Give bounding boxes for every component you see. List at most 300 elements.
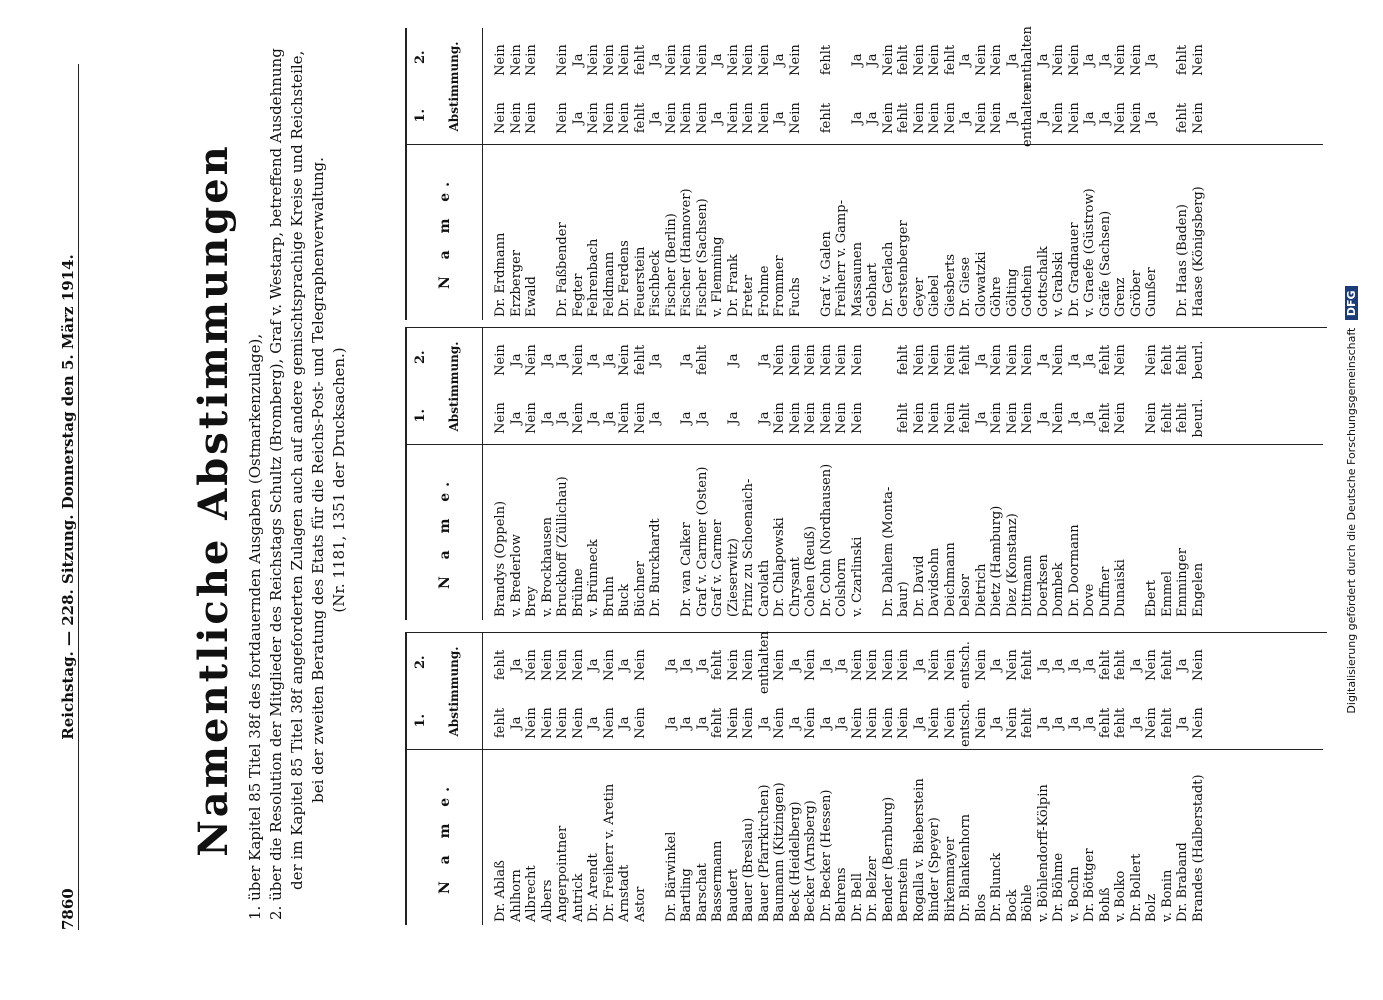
vote-2: Ja (849, 53, 865, 67)
vote-2: Nein (617, 44, 632, 76)
member-name: Dr. Haas (Baden) (1175, 204, 1190, 317)
vote-2: fehlt (1159, 344, 1175, 376)
vote-2: Nein (818, 344, 834, 376)
vote-1 (865, 389, 881, 447)
vote-2 (741, 331, 757, 389)
vote-1: Ja (1144, 111, 1159, 125)
vote-1 (834, 89, 850, 147)
member-name: v. Bolko (1113, 870, 1128, 922)
vote-1: Nein (1113, 102, 1128, 134)
dfg-logo: DFG (1345, 286, 1358, 320)
vote-1: fehlt (1113, 707, 1128, 739)
table-row (1144, 633, 1160, 925)
member-name: Freiherr v. Gamp- (834, 200, 849, 317)
table-row (648, 28, 664, 320)
table-row (1082, 28, 1098, 320)
table-row (679, 28, 695, 320)
member-name: Graf v. Carmer (710, 519, 725, 617)
member-name: Bassermann (710, 840, 725, 922)
vote-2: Ja (617, 658, 632, 672)
table-row (958, 328, 974, 620)
vote-2: Nein (756, 44, 772, 76)
vote-2: Ja (1066, 353, 1082, 367)
vote-2: Nein (803, 649, 818, 681)
vote-2 (881, 331, 897, 389)
vote-2: Nein (1190, 44, 1206, 76)
vote-table-3 (405, 28, 1327, 320)
table-header (407, 28, 483, 320)
vote-1: Ja (1128, 716, 1144, 730)
vote-1: Nein (586, 102, 601, 134)
member-name: Erzberger (508, 249, 524, 317)
vote-1: fehlt (1097, 707, 1113, 739)
table-rows (483, 633, 1206, 925)
page-title: Namentliche Abstimmungen (190, 143, 237, 857)
vote-1: Nein (973, 707, 989, 739)
vote-2 (834, 31, 850, 89)
vote-2 (1129, 331, 1145, 389)
vote-2: Nein (911, 44, 927, 76)
vote-2: Ja (725, 353, 741, 367)
member-name: Carolath (756, 559, 772, 617)
member-name: Buck (617, 583, 632, 617)
table-row (1036, 28, 1052, 320)
member-name: Bartling (679, 868, 694, 922)
member-name: Astor (632, 886, 648, 922)
table-row (912, 328, 928, 620)
member-name: Bauer (Breslau) (741, 817, 756, 922)
table-row (958, 28, 974, 320)
table-row (1113, 28, 1129, 320)
table-row (540, 328, 556, 620)
vote-1: Nein (803, 707, 818, 739)
table-row (819, 633, 835, 925)
table-row (1098, 28, 1114, 320)
table-row (1113, 633, 1129, 925)
member-name: v. Bochn (1066, 866, 1082, 922)
vote-1: fehlt (710, 707, 725, 739)
table-row (1160, 633, 1176, 925)
vote-1: Nein (989, 402, 1004, 434)
vote-1: Nein (865, 707, 880, 739)
member-name: Beck (Heidelberg) (787, 801, 803, 922)
digitization-note (1345, 0, 1358, 1000)
vote-2: Nein (1051, 344, 1066, 376)
vote-1: Ja (1004, 111, 1020, 125)
vote-1: Nein (1004, 707, 1020, 739)
vote-1: Nein (787, 102, 803, 134)
abstimmung-header: Abstimmung. (447, 41, 461, 132)
vote-2: Ja (648, 353, 663, 367)
vote-2: Nein (493, 344, 508, 376)
table-row (633, 328, 649, 620)
vote-1: Ja (663, 716, 679, 730)
member-name: Dombek (1051, 562, 1066, 617)
vote-2: Ja (1035, 658, 1051, 672)
member-name: Massaunen (849, 242, 865, 317)
col2-header: 2. (413, 50, 428, 65)
vote-1: fehlt (896, 402, 911, 434)
table-row (757, 28, 773, 320)
vote-2: Ja (679, 353, 694, 367)
vote-2: fehlt (710, 649, 725, 681)
member-name: Dr. Böhme (1051, 852, 1066, 922)
vote-1: Nein (942, 102, 958, 134)
member-name: Gunßer (1144, 267, 1159, 317)
vote-2: Ja (1128, 658, 1144, 672)
table-header (407, 633, 483, 925)
member-name: Dittmann (1020, 555, 1035, 617)
vote-1: Nein (493, 402, 508, 434)
member-name: Dr. Gradnauer (1066, 222, 1082, 317)
member-name: Fischer (Sachsen) (694, 198, 710, 317)
vote-2: Nein (942, 344, 958, 376)
table-row (865, 28, 881, 320)
table-row (1067, 28, 1083, 320)
vote-1: Ja (1035, 716, 1051, 730)
vote-2: Nein (896, 649, 911, 681)
table-row (974, 28, 990, 320)
table-row (912, 28, 928, 320)
vote-2: Nein (586, 44, 601, 76)
table-row (1005, 633, 1021, 925)
member-name: Fegter (570, 273, 586, 317)
member-name: Frommer (772, 255, 787, 317)
member-name (1129, 447, 1145, 620)
vote-2: Ja (555, 353, 570, 367)
member-name: Dr. Ablaß (493, 860, 508, 922)
vote-1: Nein (524, 707, 539, 739)
table-row (648, 328, 664, 620)
member-name: Fischbeck (648, 250, 663, 317)
member-name: Büchner (632, 561, 648, 617)
vote-2: Ja (989, 658, 1004, 672)
vote-1: Ja (911, 716, 927, 730)
vote-2: entsch. (958, 641, 973, 689)
member-name: Deichmann (942, 542, 958, 617)
vote-2 (1160, 31, 1176, 89)
vote-2: Nein (725, 649, 741, 681)
vote-1: entsch. (958, 699, 973, 747)
vote-2: fehlt (958, 344, 973, 376)
table-row (1160, 28, 1176, 320)
member-name: Dr. Blunck (989, 852, 1004, 922)
table-row (896, 328, 912, 620)
vote-2: Nein (834, 344, 849, 376)
member-name: Albers (539, 879, 555, 922)
table-row (1005, 328, 1021, 620)
vote-1: Nein (1051, 102, 1066, 134)
vote-2: Nein (973, 649, 989, 681)
vote-1: Nein (772, 402, 787, 434)
table-row (710, 633, 726, 925)
vote-2: Ja (834, 658, 849, 672)
member-name: Fischer (Hannover) (679, 188, 694, 317)
member-name: Ebert (1144, 580, 1159, 617)
table-row (1005, 28, 1021, 320)
vote-2: Ja (911, 658, 927, 672)
member-name: Delsor (958, 574, 973, 617)
member-name (1160, 147, 1176, 320)
member-name: Graf v. Galen (818, 231, 834, 317)
table-row (803, 328, 819, 620)
vote-1 (648, 694, 664, 752)
vote-1: Nein (1190, 707, 1206, 739)
vote-2: fehlt (1175, 344, 1190, 376)
vote-2: Ja (787, 658, 803, 672)
member-name: Emmel (1159, 571, 1175, 617)
vote-1: Nein (632, 707, 648, 739)
vote-2 (648, 636, 664, 694)
vote-2: Nein (555, 44, 570, 76)
member-name: Göhre (989, 276, 1004, 317)
table-row (509, 328, 525, 620)
vote-2: Ja (601, 353, 617, 367)
member-name: Graf v. Carmer (Osten) (694, 466, 710, 617)
vote-1: Nein (524, 402, 539, 434)
member-name: Dr. van Calker (679, 522, 694, 617)
vote-1: Ja (539, 411, 555, 425)
vote-1: Ja (849, 111, 865, 125)
table-row (881, 633, 897, 925)
table-row (679, 633, 695, 925)
vote-2: Ja (648, 53, 663, 67)
vote-1: fehlt (1175, 402, 1190, 434)
table-row (710, 28, 726, 320)
vote-2: Nein (927, 344, 942, 376)
vote-1: Ja (865, 111, 880, 125)
member-name: v. Böhlendorff-Kölpin (1035, 784, 1051, 922)
vote-1: Nein (756, 102, 772, 134)
table-row (602, 28, 618, 320)
table-row (865, 328, 881, 620)
col1-header: 1. (413, 408, 428, 423)
vote-2: Nein (524, 44, 539, 76)
vote-2: Nein (1113, 344, 1128, 376)
vote-2: enthalten (756, 631, 772, 694)
vote-1: Ja (1082, 111, 1097, 125)
vote-2: Nein (1128, 44, 1144, 76)
member-name: Dr. Belzer (865, 856, 880, 922)
member-name: Chrysant (787, 557, 803, 617)
member-name: Bender (Bernburg) (880, 796, 896, 922)
table-row (927, 328, 943, 620)
vote-1: Ja (710, 111, 725, 125)
vote-2 (710, 331, 726, 389)
member-name: Bruckhoff (Züllichau) (555, 476, 570, 617)
table-row (1129, 633, 1145, 925)
vote-2: Ja (539, 353, 555, 367)
member-name: Dr. Ferdens (617, 240, 632, 317)
member-name: Dr. Böttger (1082, 848, 1097, 922)
vote-1: Ja (586, 716, 601, 730)
vote-1: Nein (570, 707, 586, 739)
vote-1: Nein (896, 707, 911, 739)
vote-1: Nein (818, 402, 834, 434)
table-row (834, 28, 850, 320)
table-row (633, 28, 649, 320)
vote-2: fehlt (896, 344, 911, 376)
vote-2: fehlt (1097, 649, 1113, 681)
vote-1: fehlt (1159, 707, 1175, 739)
member-name: Dr. Freiherr v. Aretin (601, 783, 617, 922)
vote-1: Ja (725, 411, 741, 425)
vote-2: Ja (1035, 53, 1051, 67)
vote-2: Ja (865, 53, 880, 67)
vote-2: Nein (880, 649, 896, 681)
vote-2: Nein (803, 344, 818, 376)
vote-2: Nein (849, 344, 865, 376)
vote-2: fehlt (1159, 649, 1175, 681)
vote-2: Ja (694, 658, 710, 672)
member-name: Davidsohn (927, 547, 942, 617)
vote-2 (664, 331, 680, 389)
table-row (757, 633, 773, 925)
table-row (695, 328, 711, 620)
member-name: Dr. Gerlach (880, 241, 896, 317)
table-row (1051, 633, 1067, 925)
abstimmung-header: Abstimmung. (447, 646, 461, 737)
vote-2: fehlt (493, 649, 508, 681)
vote-2: Ja (586, 658, 601, 672)
vote-2: Nein (772, 649, 787, 681)
col2-header: 2. (413, 350, 428, 365)
member-name: Frohme (756, 265, 772, 317)
table-row (788, 328, 804, 620)
table-row (1175, 633, 1191, 925)
vote-1: Nein (880, 707, 896, 739)
vote-1: Ja (958, 111, 973, 125)
table-rows (483, 328, 1206, 620)
member-name: Fehrenbach (586, 238, 601, 317)
col1-header: 1. (413, 108, 428, 123)
member-name: Becker (Arnsberg) (803, 800, 818, 922)
table-row (524, 328, 540, 620)
member-name: Binder (Speyer) (927, 817, 942, 922)
vote-2: fehlt (896, 44, 911, 76)
vote-1: fehlt (1020, 707, 1035, 739)
vote-1: Nein (772, 707, 787, 739)
member-name: Barschat (694, 863, 710, 922)
member-name: Feldmann (601, 251, 617, 317)
table-row (493, 633, 509, 925)
member-name: Gräfe (Sachsen) (1097, 210, 1113, 317)
table-row (958, 633, 974, 925)
vote-1: Ja (679, 716, 694, 730)
vote-1: Ja (1035, 111, 1051, 125)
table-row (509, 633, 525, 925)
vote-2: Ja (710, 53, 725, 67)
member-name: v. Graefe (Güstrow) (1082, 188, 1097, 317)
vote-1: Nein (834, 402, 849, 434)
vote-1: fehlt (1097, 402, 1113, 434)
table-row (617, 633, 633, 925)
vote-2: Nein (865, 649, 880, 681)
vote-2: Ja (1082, 53, 1097, 67)
member-name: Bauer (Pfarrkirchen) (756, 784, 772, 922)
member-name: Brühne (570, 568, 586, 617)
member-name (803, 147, 819, 320)
table-row (617, 328, 633, 620)
vote-1: Ja (1051, 716, 1066, 730)
member-name: Dr. Blankenhorn (958, 813, 973, 922)
member-name: Bohß (1097, 887, 1113, 922)
vote-1: fehlt (1175, 102, 1190, 134)
table-row (1036, 328, 1052, 620)
table-row (1051, 28, 1067, 320)
table-row (850, 328, 866, 620)
table-row (602, 328, 618, 620)
member-name: Dr. Cohn (Nordhausen) (818, 463, 834, 617)
vote-2: Nein (942, 649, 958, 681)
table-row (834, 633, 850, 925)
table-row (989, 328, 1005, 620)
vote-2: Ja (1035, 353, 1051, 367)
member-name: Feuerstein (632, 246, 648, 317)
member-name: Gröber (1128, 270, 1144, 317)
table-row (493, 28, 509, 320)
vote-2: Ja (1082, 658, 1097, 672)
member-name: Geyer (911, 277, 927, 317)
table-row (555, 633, 571, 925)
table-row (710, 328, 726, 620)
member-name: Colshorn (834, 557, 849, 617)
vote-2: fehlt (1113, 649, 1128, 681)
table-row (1036, 633, 1052, 925)
vote-1: Nein (570, 402, 586, 434)
member-name: (Zieserwitz) (725, 538, 741, 617)
table-row (772, 633, 788, 925)
table-row (741, 328, 757, 620)
table-row (586, 328, 602, 620)
vote-2: fehlt (1175, 44, 1190, 76)
vote-2: Nein (570, 649, 586, 681)
vote-1: Nein (1066, 102, 1082, 134)
vote-1: Nein (632, 402, 648, 434)
member-name (865, 447, 881, 620)
table-row (974, 633, 990, 925)
vote-1: Nein (1004, 402, 1020, 434)
vote-1: fehlt (896, 102, 911, 134)
vote-1: Nein (663, 102, 679, 134)
vote-1 (664, 389, 680, 447)
member-name (664, 447, 680, 620)
vote-2: Nein (601, 649, 617, 681)
member-name: Grenz (1113, 277, 1128, 317)
table-row (850, 633, 866, 925)
vote-2: Ja (1004, 53, 1020, 67)
item-1: 1. über Kapitel 85 Titel 38f des fortdauernden Ausgaben (Ostmarkenzulage), (246, 333, 264, 920)
member-name: Albrecht (524, 865, 539, 922)
table-row (927, 633, 943, 925)
vote-1: beurl. (1190, 398, 1206, 438)
vote-1: Nein (539, 707, 555, 739)
vote-2: Nein (787, 344, 803, 376)
table-row (1129, 28, 1145, 320)
vote-2: Nein (741, 44, 756, 76)
member-name: Dr. Doormann (1066, 524, 1082, 617)
vote-1: Nein (1144, 707, 1159, 739)
table-row (1082, 633, 1098, 925)
vote-1: Nein (942, 707, 958, 739)
vote-2: Nein (989, 344, 1004, 376)
table-row (943, 28, 959, 320)
table-row (1175, 328, 1191, 620)
member-name: Dr. Dahlem (Monta- (880, 486, 896, 617)
table-row (664, 28, 680, 320)
member-name: Dr. Braband (1175, 842, 1190, 922)
member-name: Ahlhorn (508, 869, 524, 922)
